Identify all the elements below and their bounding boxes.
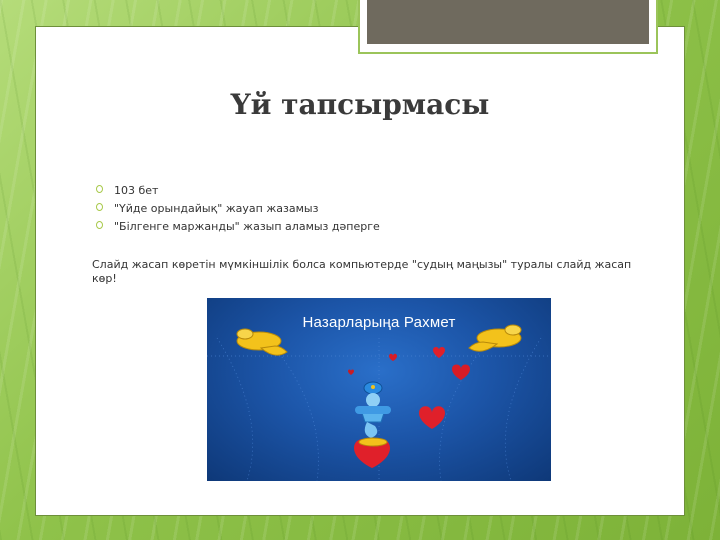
bullet-icon [96, 203, 103, 211]
bullet-text: 103 бет [114, 184, 159, 197]
genie-figure-icon [355, 382, 391, 446]
title-tab-decoration [358, 0, 658, 54]
bullet-icon [96, 185, 103, 193]
bullet-item [92, 183, 380, 201]
bullet-item [92, 201, 380, 219]
bullet-item [92, 219, 380, 237]
bullet-text: "Білгенге маржанды" жазып аламыз дәперге [114, 220, 380, 233]
title-tab-fill [367, 0, 649, 44]
bullet-text: "Үйде орындайық" жауап жазамыз [114, 202, 319, 215]
left-hand-icon [237, 329, 287, 355]
slide-title: Үй тапсырмасы [230, 88, 490, 121]
bullet-icon [96, 221, 103, 229]
bullet-list [92, 183, 380, 237]
picture-caption: Назарларыңа Рахмет [302, 314, 456, 331]
thank-you-picture [207, 298, 551, 481]
instruction-paragraph: Слайд жасап көретін мүмкіншілік болса компьютерде "судың маңызы" туралы слайд жасап көр! [92, 258, 632, 285]
